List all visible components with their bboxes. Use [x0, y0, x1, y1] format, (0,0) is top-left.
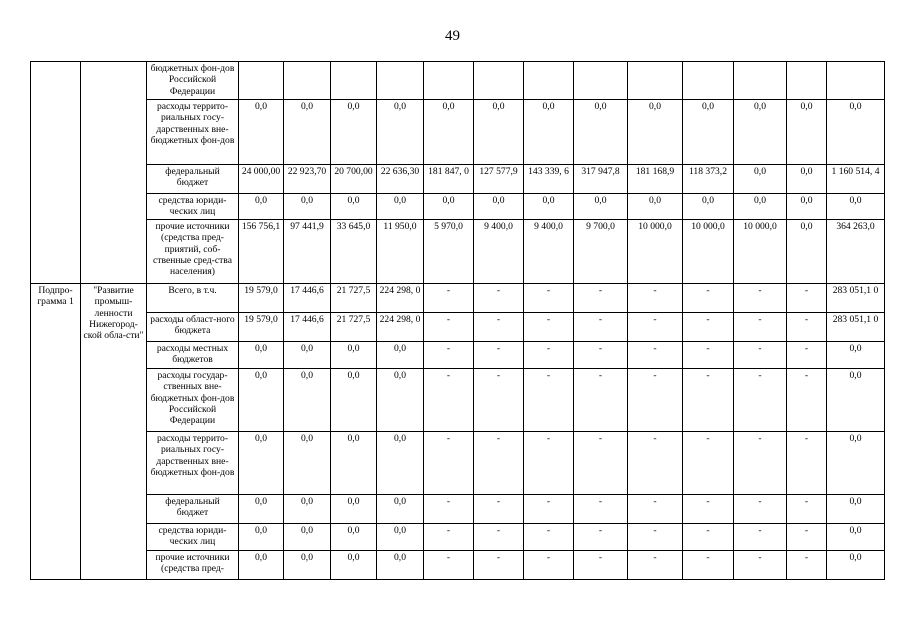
value-cell: -	[474, 432, 524, 495]
value-cell: 17 446,6	[284, 313, 331, 342]
value-cell: 181 847, 0	[424, 165, 474, 194]
value-cell: 22 636,30	[377, 165, 424, 194]
funding-source-cell: расходы государ-ственных вне-бюджетных фон-дов Российской Федерации	[147, 369, 239, 432]
value-cell: -	[787, 551, 827, 580]
funding-table	[30, 61, 885, 580]
value-cell: -	[787, 369, 827, 432]
value-cell: -	[628, 342, 683, 369]
value-cell: 97 441,9	[284, 220, 331, 284]
value-cell: 0,0	[331, 342, 377, 369]
value-cell: 0,0	[827, 342, 885, 369]
value-cell: -	[574, 524, 628, 551]
value-cell: 0,0	[331, 369, 377, 432]
value-cell: -	[474, 313, 524, 342]
value-cell: 10 000,0	[683, 220, 734, 284]
value-cell: 0,0	[734, 165, 787, 194]
value-cell: -	[787, 524, 827, 551]
funding-source-cell: федеральный бюджет	[147, 495, 239, 524]
value-cell: 0,0	[239, 100, 284, 165]
funding-source-cell: расходы террито-риальных госу-дарственных вне-бюджетных фон-дов	[147, 432, 239, 495]
value-cell: 0,0	[239, 342, 284, 369]
funding-source-cell: расходы местных бюджетов	[147, 342, 239, 369]
table-row	[31, 313, 885, 342]
table-row	[31, 100, 885, 165]
value-cell: 21 727,5	[331, 313, 377, 342]
value-cell: -	[574, 432, 628, 495]
table-body	[31, 62, 885, 580]
value-cell: -	[734, 313, 787, 342]
value-cell: 5 970,0	[424, 220, 474, 284]
value-cell: 0,0	[331, 524, 377, 551]
value-cell: -	[474, 342, 524, 369]
value-cell	[524, 62, 574, 100]
value-cell: 317 947,8	[574, 165, 628, 194]
value-cell	[239, 62, 284, 100]
table-row	[31, 165, 885, 194]
table-row	[31, 284, 885, 313]
value-cell: 0,0	[284, 342, 331, 369]
value-cell	[574, 62, 628, 100]
value-cell	[827, 62, 885, 100]
value-cell	[377, 62, 424, 100]
value-cell: -	[683, 313, 734, 342]
value-cell: 0,0	[734, 194, 787, 220]
value-cell: 0,0	[284, 100, 331, 165]
subprogram-status-cell: Подпро-грамма 1	[31, 284, 81, 580]
funding-source-cell: средства юриди-ческих лиц	[147, 194, 239, 220]
value-cell: 0,0	[827, 551, 885, 580]
value-cell: -	[574, 551, 628, 580]
funding-source-cell: средства юриди-ческих лиц	[147, 524, 239, 551]
value-cell: 0,0	[424, 194, 474, 220]
value-cell: 0,0	[284, 524, 331, 551]
value-cell: -	[424, 369, 474, 432]
value-cell	[628, 62, 683, 100]
value-cell: 0,0	[734, 100, 787, 165]
value-cell: -	[524, 313, 574, 342]
value-cell: 0,0	[377, 100, 424, 165]
table-row	[31, 62, 885, 100]
value-cell: 0,0	[331, 551, 377, 580]
value-cell	[787, 62, 827, 100]
value-cell: 0,0	[284, 551, 331, 580]
value-cell: -	[734, 524, 787, 551]
value-cell: 0,0	[683, 100, 734, 165]
value-cell: 0,0	[377, 432, 424, 495]
table-row	[31, 342, 885, 369]
value-cell: 143 339, 6	[524, 165, 574, 194]
value-cell: 0,0	[377, 369, 424, 432]
value-cell: -	[628, 313, 683, 342]
value-cell: 0,0	[787, 100, 827, 165]
value-cell: 9 400,0	[524, 220, 574, 284]
table-row	[31, 551, 885, 580]
value-cell: 224 298, 0	[377, 313, 424, 342]
value-cell: -	[424, 495, 474, 524]
value-cell: 0,0	[827, 495, 885, 524]
value-cell: 0,0	[377, 194, 424, 220]
status-cell	[31, 62, 81, 284]
value-cell: 0,0	[827, 194, 885, 220]
value-cell: 0,0	[524, 100, 574, 165]
value-cell: 156 756,1	[239, 220, 284, 284]
value-cell: 127 577,9	[474, 165, 524, 194]
value-cell: -	[628, 369, 683, 432]
table-row	[31, 369, 885, 432]
value-cell: -	[734, 369, 787, 432]
value-cell: 0,0	[331, 100, 377, 165]
table-row	[31, 524, 885, 551]
table-row	[31, 220, 885, 284]
value-cell: -	[474, 284, 524, 313]
value-cell: -	[474, 369, 524, 432]
value-cell	[734, 62, 787, 100]
value-cell: -	[424, 313, 474, 342]
value-cell: 283 051,1 0	[827, 313, 885, 342]
funding-source-cell: Всего, в т.ч.	[147, 284, 239, 313]
value-cell: 0,0	[524, 194, 574, 220]
value-cell: -	[734, 432, 787, 495]
value-cell: 10 000,0	[628, 220, 683, 284]
value-cell: 283 051,1 0	[827, 284, 885, 313]
value-cell	[683, 62, 734, 100]
value-cell: -	[424, 284, 474, 313]
value-cell: 0,0	[683, 194, 734, 220]
value-cell: 0,0	[284, 495, 331, 524]
value-cell: -	[787, 495, 827, 524]
program-name-cell	[81, 62, 147, 284]
value-cell: 9 400,0	[474, 220, 524, 284]
value-cell: 0,0	[628, 100, 683, 165]
value-cell: -	[474, 524, 524, 551]
value-cell: 0,0	[827, 524, 885, 551]
value-cell: 0,0	[239, 369, 284, 432]
value-cell: -	[574, 342, 628, 369]
table-row	[31, 432, 885, 495]
value-cell: 10 000,0	[734, 220, 787, 284]
value-cell: 0,0	[474, 100, 524, 165]
value-cell: 0,0	[284, 194, 331, 220]
value-cell	[424, 62, 474, 100]
value-cell: -	[574, 369, 628, 432]
value-cell: -	[628, 495, 683, 524]
funding-source-cell: расходы област-ного бюджета	[147, 313, 239, 342]
value-cell: 0,0	[331, 432, 377, 495]
value-cell: -	[683, 342, 734, 369]
subprogram-name-cell: "Развитие промыш-ленности Нижегород-ской обла-сти"	[81, 284, 147, 580]
value-cell: 0,0	[377, 551, 424, 580]
value-cell: 0,0	[787, 194, 827, 220]
value-cell: 19 579,0	[239, 313, 284, 342]
value-cell: -	[628, 432, 683, 495]
value-cell: 0,0	[331, 495, 377, 524]
value-cell	[331, 62, 377, 100]
value-cell: 0,0	[239, 432, 284, 495]
value-cell: -	[734, 495, 787, 524]
value-cell: -	[524, 432, 574, 495]
value-cell: -	[787, 284, 827, 313]
value-cell: 0,0	[628, 194, 683, 220]
value-cell: 0,0	[827, 100, 885, 165]
value-cell: 0,0	[424, 100, 474, 165]
value-cell: -	[787, 342, 827, 369]
funding-source-cell: бюджетных фон-дов Российской Федерации	[147, 62, 239, 100]
value-cell: 33 645,0	[331, 220, 377, 284]
value-cell: -	[524, 495, 574, 524]
value-cell: 9 700,0	[574, 220, 628, 284]
value-cell: 0,0	[239, 194, 284, 220]
funding-source-cell: федеральный бюджет	[147, 165, 239, 194]
table-row	[31, 495, 885, 524]
value-cell: 0,0	[239, 551, 284, 580]
value-cell	[474, 62, 524, 100]
value-cell: 0,0	[827, 369, 885, 432]
value-cell: -	[683, 369, 734, 432]
value-cell: 0,0	[239, 495, 284, 524]
funding-source-cell: прочие источники (средства пред-	[147, 551, 239, 580]
value-cell: 0,0	[331, 194, 377, 220]
value-cell	[284, 62, 331, 100]
value-cell: -	[524, 524, 574, 551]
value-cell: 11 950,0	[377, 220, 424, 284]
value-cell: 22 923,70	[284, 165, 331, 194]
value-cell: 181 168,9	[628, 165, 683, 194]
value-cell: 0,0	[574, 194, 628, 220]
value-cell: -	[424, 432, 474, 495]
value-cell: -	[524, 369, 574, 432]
value-cell: -	[683, 495, 734, 524]
value-cell: 0,0	[574, 100, 628, 165]
value-cell: 0,0	[787, 165, 827, 194]
value-cell: -	[574, 284, 628, 313]
value-cell: -	[628, 524, 683, 551]
value-cell: -	[683, 551, 734, 580]
value-cell: 0,0	[284, 369, 331, 432]
table-row	[31, 194, 885, 220]
value-cell: 20 700,00	[331, 165, 377, 194]
value-cell: 0,0	[474, 194, 524, 220]
value-cell: -	[787, 313, 827, 342]
value-cell: 19 579,0	[239, 284, 284, 313]
value-cell: 0,0	[377, 524, 424, 551]
value-cell: 364 263,0	[827, 220, 885, 284]
value-cell: -	[734, 284, 787, 313]
value-cell: -	[628, 284, 683, 313]
value-cell: 21 727,5	[331, 284, 377, 313]
value-cell: -	[424, 551, 474, 580]
value-cell: -	[574, 495, 628, 524]
value-cell: -	[424, 524, 474, 551]
value-cell: -	[683, 524, 734, 551]
page-number: 49	[445, 28, 460, 44]
value-cell: -	[524, 284, 574, 313]
value-cell: -	[683, 432, 734, 495]
value-cell: 24 000,00	[239, 165, 284, 194]
value-cell: 118 373,2	[683, 165, 734, 194]
value-cell: -	[734, 551, 787, 580]
value-cell: 1 160 514, 4	[827, 165, 885, 194]
value-cell: -	[524, 342, 574, 369]
value-cell: 0,0	[827, 432, 885, 495]
value-cell: 0,0	[377, 495, 424, 524]
value-cell: 17 446,6	[284, 284, 331, 313]
value-cell: -	[734, 342, 787, 369]
funding-source-cell: прочие источники (средства пред-приятий, соб-ственные сред-ства населения)	[147, 220, 239, 284]
value-cell: -	[574, 313, 628, 342]
value-cell: -	[787, 432, 827, 495]
funding-source-cell: расходы террито-риальных госу-дарственных вне-бюджетных фон-дов	[147, 100, 239, 165]
value-cell: 0,0	[787, 220, 827, 284]
value-cell: -	[628, 551, 683, 580]
value-cell: -	[424, 342, 474, 369]
value-cell: -	[474, 551, 524, 580]
value-cell: -	[524, 551, 574, 580]
value-cell: 224 298, 0	[377, 284, 424, 313]
value-cell: 0,0	[377, 342, 424, 369]
value-cell: -	[474, 495, 524, 524]
value-cell: -	[683, 284, 734, 313]
value-cell: 0,0	[284, 432, 331, 495]
value-cell: 0,0	[239, 524, 284, 551]
